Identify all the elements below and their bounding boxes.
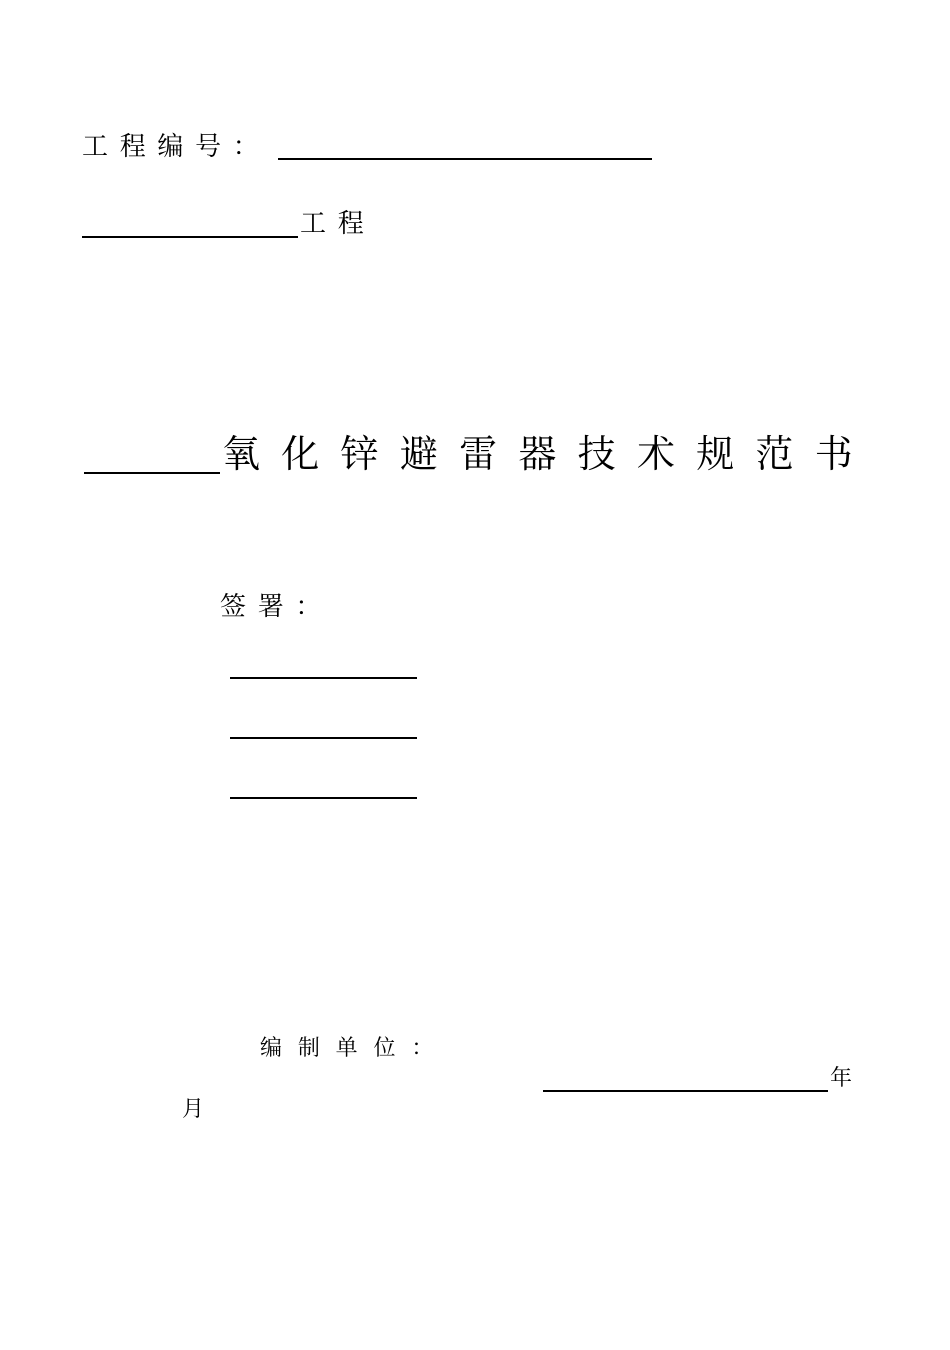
project-number-line	[278, 158, 652, 160]
project-number-label: 工程编号：	[82, 132, 271, 162]
project-suffix-label: 工程	[300, 209, 376, 239]
month-label: 月	[182, 1097, 205, 1122]
project-name-line	[82, 236, 298, 238]
signature-line-3	[230, 797, 417, 799]
signature-label: 签署：	[220, 592, 334, 622]
title-prefix-line	[84, 472, 220, 474]
compiling-unit-label: 编制单位：	[260, 1036, 450, 1061]
signature-line-1	[230, 677, 417, 679]
date-year-line	[543, 1090, 828, 1092]
document-title: 氧化锌避雷器技术规范书	[222, 432, 875, 476]
year-label: 年	[830, 1066, 853, 1091]
signature-line-2	[230, 737, 417, 739]
